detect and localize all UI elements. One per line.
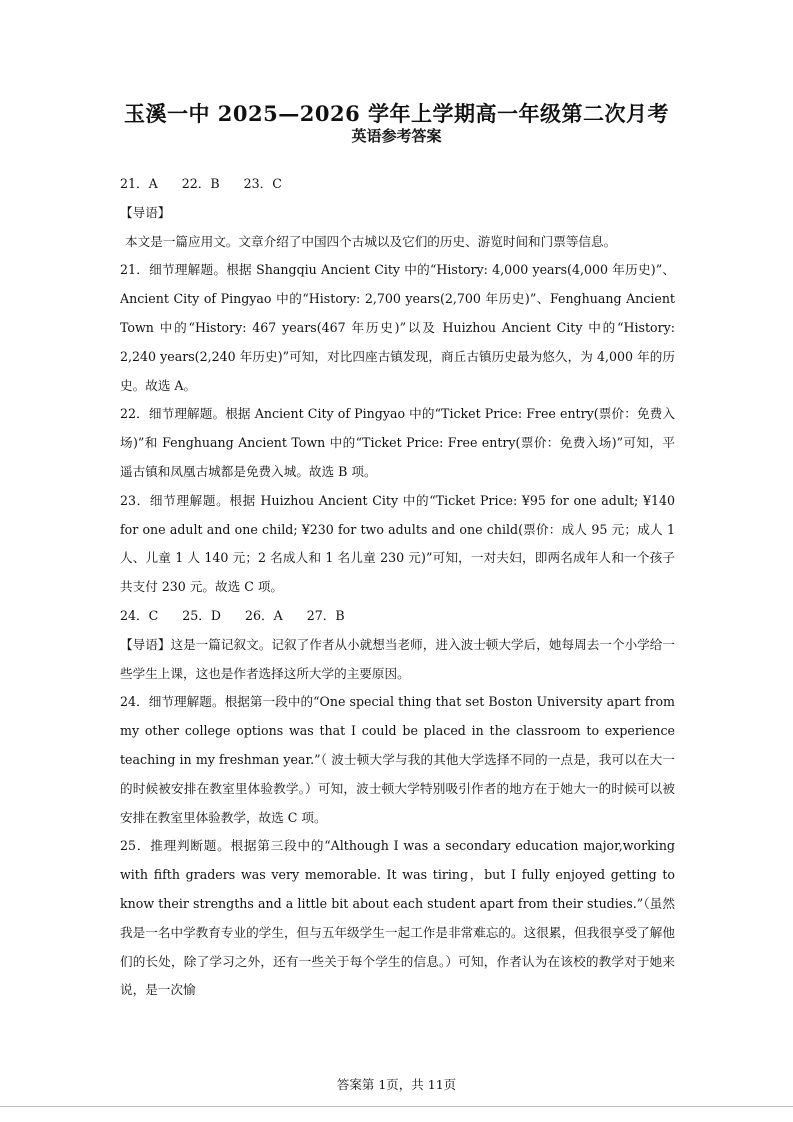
page-title: 玉溪一中 2025—2026 学年上学期高一年级第二次月考 <box>123 101 669 126</box>
page-footer: 答案第 1页，共 11页 <box>336 1077 457 1092</box>
page-subtitle: 英语参考答案 <box>351 127 442 145</box>
explanation-21: 21．细节理解题。根据 Shangqiu Ancient City 中的“History: 4,000 years(4,000 年历史)”、Ancient City of Pingyao 中的“History: 2,700 years(2,700 年历史)”、Fenghuang Ancient Town 中的“History: 467 years(467 年历史)”以及 Huizhou Ancient City 中的“History: 2,240 years(2,240 年历史)”可知，对比四座古镇发现，商丘古镇历史最为悠久，为 4,000 年的历史。故选 A。 <box>120 262 675 393</box>
explanation-22: 22．细节理解题。根据 Ancient City of Pingyao 中的“Ticket Price: Free entry(票价：免费入场)”和 Fenghuang Ancient Town 中的“Ticket Price: Free entry(票价：免费入场)”可知，平遥古镇和凤凰古城都是免费入城。故选 B 项。 <box>120 406 675 479</box>
answer-22: 22．B <box>181 176 220 191</box>
explanation-24: 24．细节理解题。根据第一段中的“One special thing that set Boston University apart from my other college options was that I could be placed in the classroom to experience teaching in my freshman year.”（ 波士顿大学与我的其他大学选择不同的一点是，我可以在大一的时候被安排在教室里体验教学。）可知，波士顿大学特别吸引作者的地方在于她大一的时候可以被安排在教室里体验教学，故选 C 项。 <box>120 694 675 825</box>
explanation-23: 23．细节理解题。根据 Huizhou Ancient City 中的“Ticket Price: ¥95 for one adult; ¥140 for one adult and one child; ¥230 for two adults and one child(票价：成人 95 元；成人 1 人、儿童 1 人 140 元；2 名成人和 1 名儿童 230 元)”可知，一对夫妇，即两名成年人和一个孩子共支付 230 元。故选 C 项。 <box>120 492 675 595</box>
guide-paragraph-2: 【导语】这是一篇记叙文。记叙了作者从小就想当老师，进入波士顿大学后，她每周去一个小学给一些学生上课，这也是作者选择这所大学的主要原因。 <box>120 636 675 681</box>
answer-key-row-1 <box>120 170 675 199</box>
answer-body <box>120 170 675 1005</box>
answer-key-row-2 <box>120 602 675 631</box>
answer-24: 24．C <box>120 607 159 623</box>
answer-27: 27．B <box>306 607 345 623</box>
answer-23: 23．C <box>243 176 282 191</box>
answer-21: 21．A <box>120 176 158 191</box>
answer-26: 26．A <box>244 607 283 623</box>
answer-25: 25．D <box>182 607 221 623</box>
explanation-25: 25．推理判断题。根据第三段中的“Although I was a secondary education major,working with fifth graders was very memorable. It was tiring，but I fully enjoyed getting to know their strengths and a little bit about each student apart from their studies.”（虽然我是一名中学教育专业的学生，但与五年级学生一起工作是非常难忘的。这很累，但我很享受了解他们的长处，除了学习之外，还有一些关于每个学生的信息。）可知，作者认为在该校的教学对于她来说，是一次愉 <box>120 838 675 998</box>
guide-label: 【导语】 <box>120 204 171 220</box>
guide-text: 本文是一篇应用文。文章介绍了中国四个古城以及它们的历史、游览时间和门票等信息。 <box>125 233 617 249</box>
footer-divider <box>0 1106 793 1107</box>
